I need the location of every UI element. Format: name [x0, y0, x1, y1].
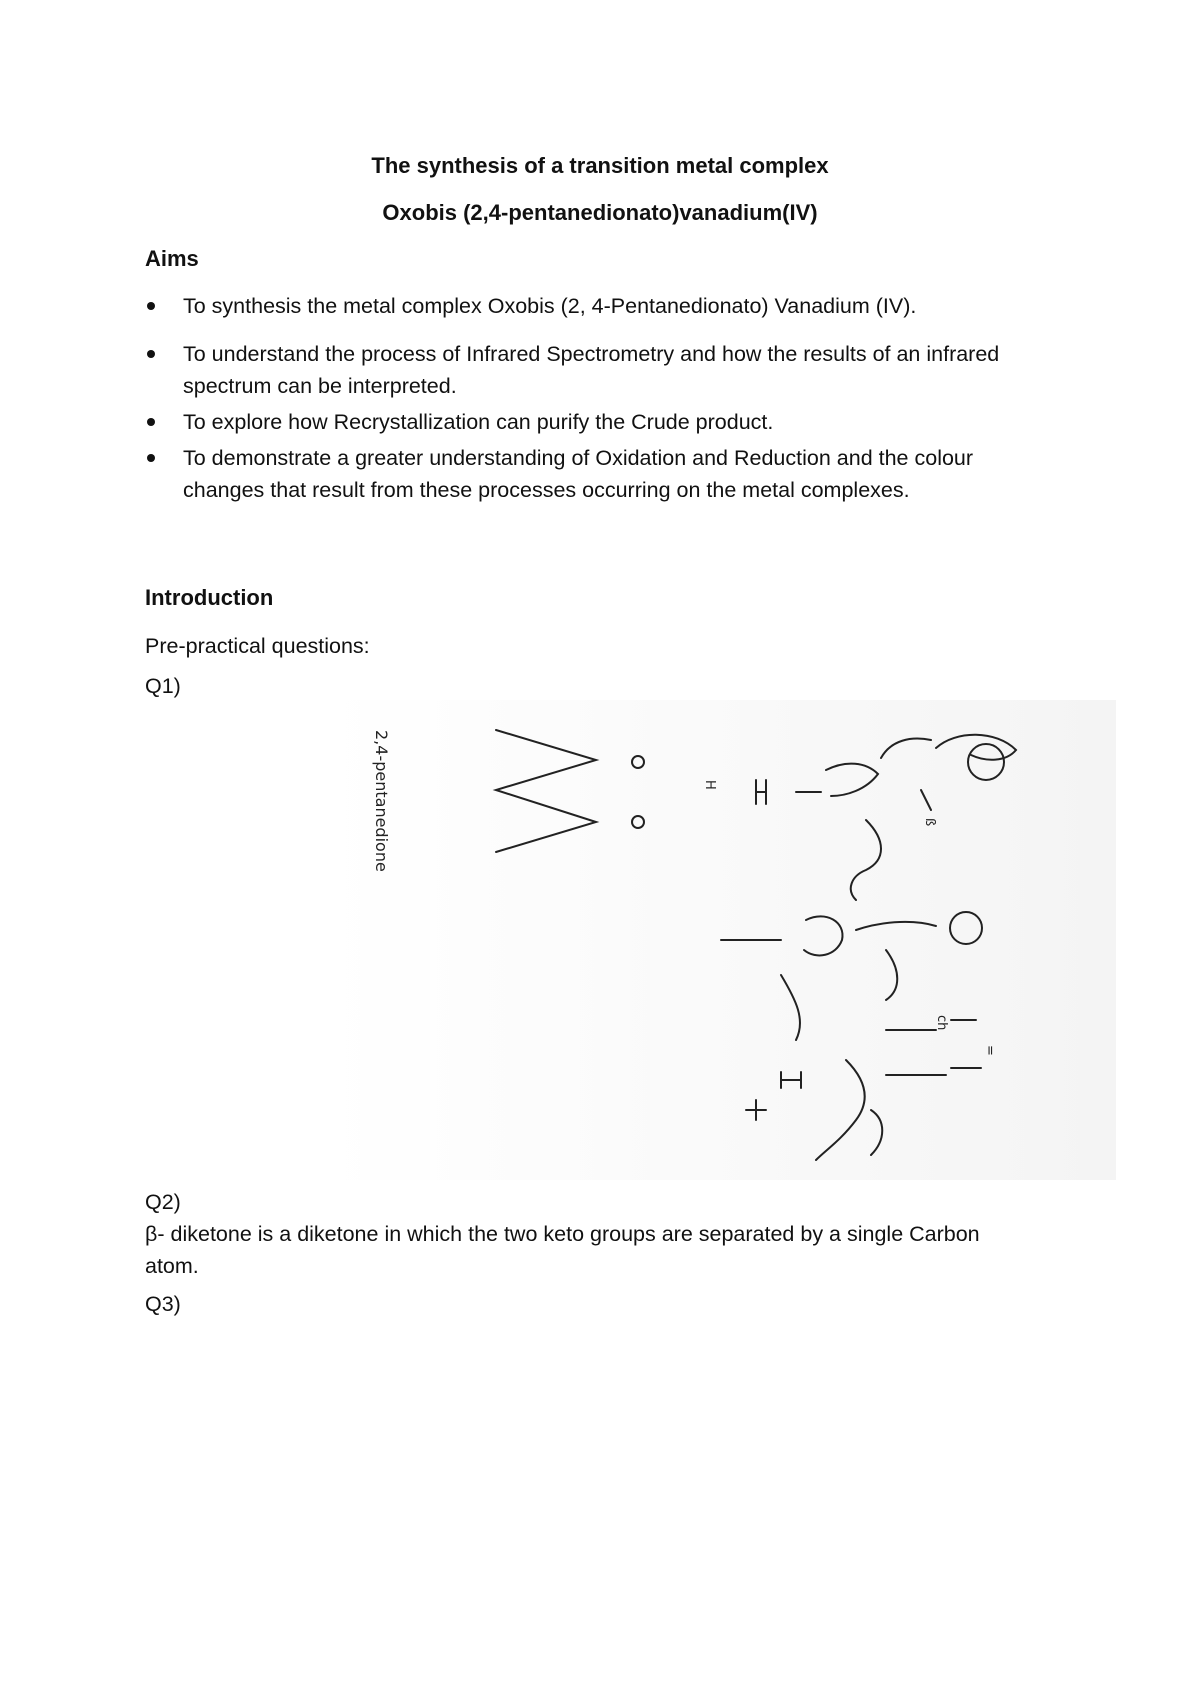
- handwritten-structure-sketch: [326, 700, 1116, 1180]
- svg-text:ß: ß: [922, 818, 937, 827]
- svg-text:H: H: [702, 780, 717, 790]
- svg-text:ch: ch: [934, 1015, 949, 1031]
- aim-item: To demonstrate a greater understanding of Oxidation and Reduction and the colour changes that result from these processes occurring on the metal complexes.: [145, 442, 1045, 506]
- introduction-heading: Introduction: [145, 585, 274, 610]
- document-title: The synthesis of a transition metal complex: [371, 153, 829, 178]
- aim-item: To understand the process of Infrared Spectrometry and how the results of an infrared spectrum can be interpreted.: [145, 338, 1045, 402]
- svg-text:=: =: [982, 1045, 997, 1056]
- question-3-label: Q3): [145, 1292, 181, 1316]
- aims-heading: Aims: [145, 246, 199, 271]
- question-1-label: Q1): [145, 674, 181, 698]
- question-2-answer: β- diketone is a diketone in which the two keto groups are separated by a single Carbon atom.: [145, 1222, 980, 1278]
- aim-item: To explore how Recrystallization can purify the Crude product.: [145, 406, 1045, 438]
- question-2-label: Q2): [145, 1190, 181, 1214]
- handwritten-pentanedione-label: 2,4-pentanedione: [372, 730, 391, 872]
- aims-list: [145, 290, 1045, 506]
- document-subtitle: Oxobis (2,4-pentanedionato)vanadium(IV): [382, 200, 818, 225]
- aim-item: To synthesis the metal complex Oxobis (2, 4-Pentanedionato) Vanadium (IV).: [145, 290, 1045, 322]
- pre-practical-label: Pre-practical questions:: [145, 634, 370, 658]
